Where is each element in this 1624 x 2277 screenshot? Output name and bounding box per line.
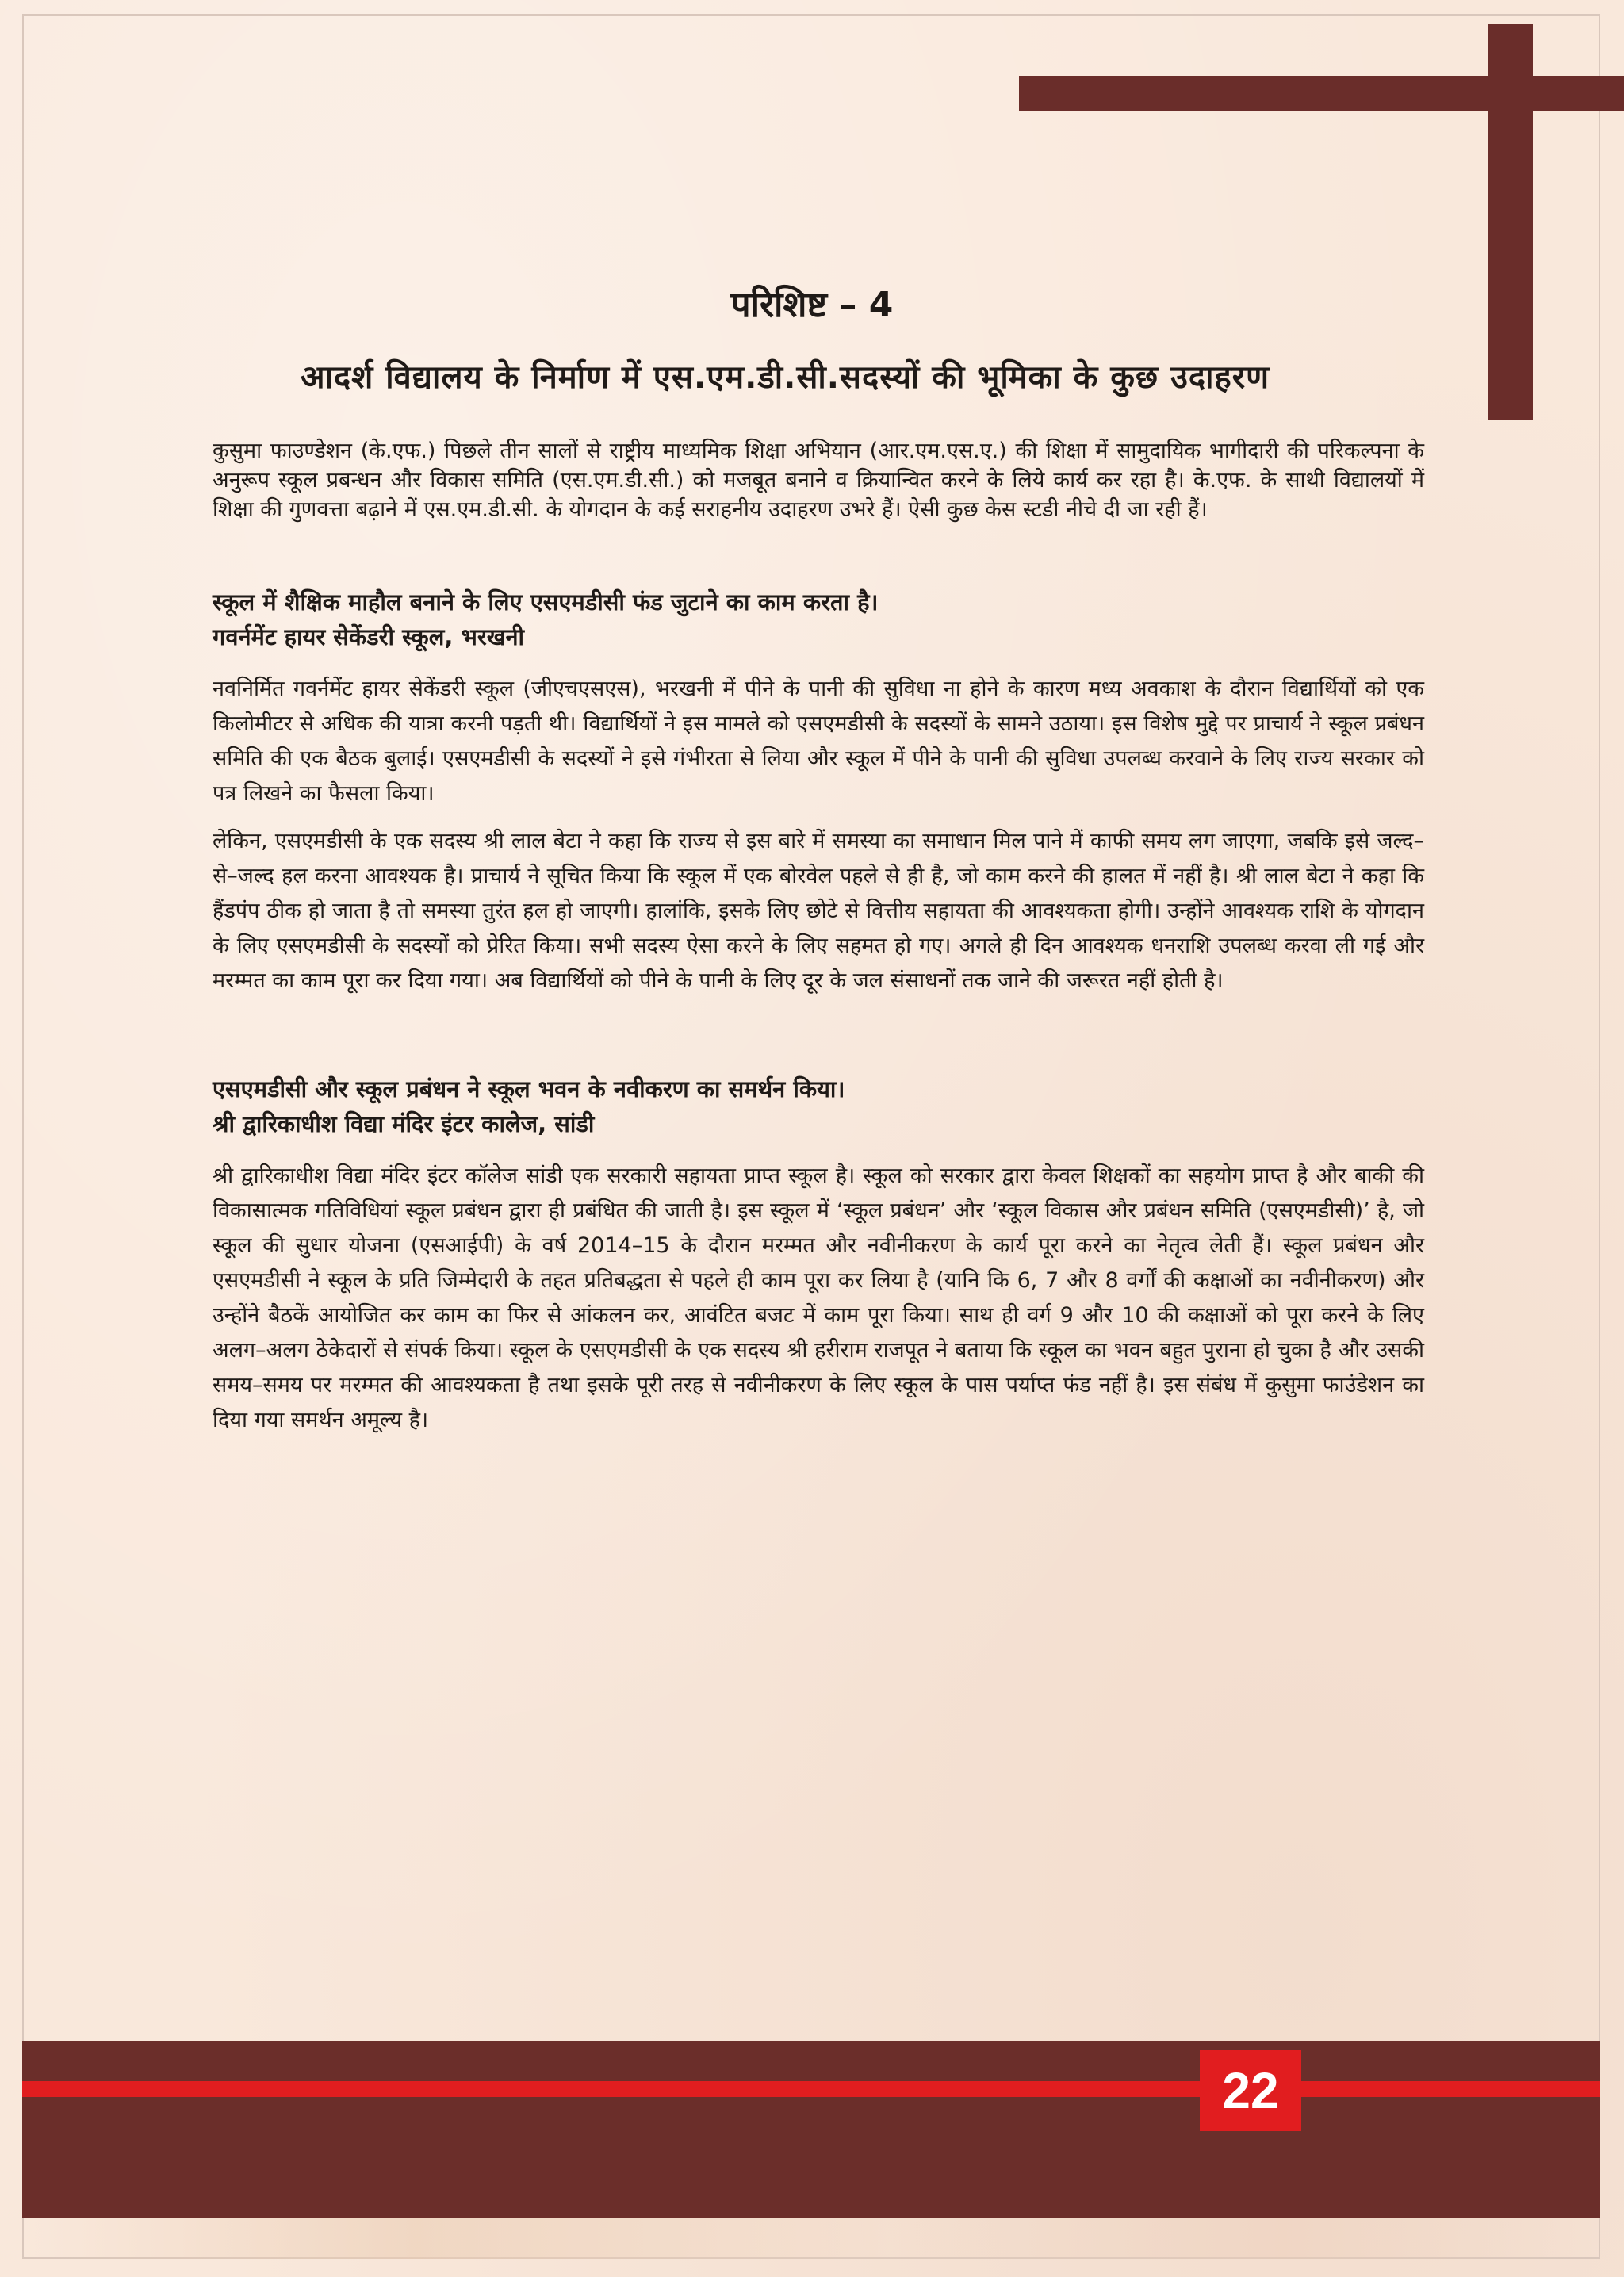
case-2-title: एसएमडीसी और स्कूल प्रबंधन ने स्कूल भवन के नवीकरण का समर्थन किया।	[213, 1075, 845, 1102]
footer-decoration	[22, 2218, 1600, 2259]
page-subtitle: आदर्श विद्यालय के निर्माण में एस.एम.डी.सी.सदस्यों की भूमिका के कुछ उदाहरण	[300, 359, 1270, 396]
case-study-1	[213, 585, 1424, 999]
corner-horizontal-bar	[1019, 76, 1624, 111]
footer-red-stripe	[22, 2081, 1600, 2097]
case-1-school: गवर्नमेंट हायर सेकेंडरी स्कूल, भरखनी	[213, 623, 525, 650]
footer-band	[22, 2041, 1600, 2218]
main-content	[213, 436, 1424, 1451]
case-2-heading	[213, 1071, 1424, 1141]
case-1-paragraph-1: नवनिर्मित गवर्नमेंट हायर सेकेंडरी स्कूल (जीएचएसएस), भरखनी में पीने के पानी की सुविधा ना होने के कारण मध्य अवकाश के दौरान विद्यार्थियों को एक किलोमीटर से अधिक की यात्रा करनी पड़ती थी। विद्यार्थियों ने इस मामले को एसएमडीसी के सदस्यों के सामने उठाया। इस विशेष मुद्दे पर प्राचार्य ने स्कूल प्रबंधन समिति की एक बैठक बुलाई। एसएमडीसी के सदस्यों ने इसे गंभीरता से लिया और स्कूल में पीने के पानी की सुविधा उपलब्ध करवाने के लिए राज्य सरकार को पत्र लिखने का फैसला किया।	[213, 677, 1424, 806]
page-title: परिशिष्ट – 4	[730, 285, 894, 325]
case-2-paragraph-1: श्री द्वारिकाधीश विद्या मंदिर इंटर कॉलेज सांडी एक सरकारी सहायता प्राप्त स्कूल है। स्कूल को सरकार द्वारा केवल शिक्षकों का सहयोग प्राप्त है और बाकी की विकासात्मक गतिविधियां स्कूल प्रबंधन द्वारा ही प्रबंधित की जाती है। इस स्कूल में ‘स्कूल प्रबंधन’ और ‘स्कूल विकास और प्रबंधन समिति (एसएमडीसी)’ है, जो स्कूल की सुधार योजना (एसआईपी) के वर्ष 2014–15 के दौरान मरम्मत और नवीनीकरण के कार्य पूरा करने का नेतृत्व लेती हैं। स्कूल प्रबंधन और एसएमडीसी ने स्कूल के प्रति जिम्मेदारी के तहत प्रतिबद्धता से पहले ही काम पूरा कर लिया है (यानि कि 6, 7 और 8 वर्गों की कक्षाओं का नवीनीकरण) और उन्होंने बैठकें आयोजित कर काम का फिर से आंकलन कर, आवंटित बजट में काम पूरा किया। साथ ही वर्ग 9 और 10 की कक्षाओं को पूरा करने के लिए अलग–अलग ठेकेदारों से संपर्क किया। स्कूल के एसएमडीसी के एक सदस्य श्री हरीराम राजपूत ने बताया कि स्कूल का भवन बहुत पुराना हो चुका है और उसकी समय–समय पर मरम्मत की आवश्यकता है तथा इसके पूरी तरह से नवीनीकरण के लिए स्कूल के पास पर्याप्त फंड नहीं है। इस संबंध में कुसुमा फाउंडेशन का दिया गया समर्थन अमूल्य है।	[213, 1163, 1424, 1432]
case-2-school: श्री द्वारिकाधीश विद्या मंदिर इंटर कालेज, सांडी	[213, 1110, 595, 1137]
section-spacer	[213, 1011, 1424, 1071]
case-1-paragraph-2: लेकिन, एसएमडीसी के एक सदस्य श्री लाल बेटा ने कहा कि राज्य से इस बारे में समस्या का समाधान मिल पाने में काफी समय लग जाएगा, जबकि इसे जल्द–से–जल्द हल करना आवश्यक है। प्राचार्य ने सूचित किया कि स्कूल में एक बोरवेल पहले से ही है, जो काम करने की हालत में नहीं है। श्री लाल बेटा ने कहा कि हैंडपंप ठीक हो जाता है तो समस्या तुरंत हल हो जाएगी। हालांकि, इसके लिए छोटे से वित्तीय सहायता की आवश्यकता होगी। उन्होंने आवश्यक राशि के योगदान के लिए एसएमडीसी के सदस्यों को प्रेरित किया। सभी सदस्य ऐसा करने के लिए सहमत हो गए। अगले ही दिन आवश्यक धनराशि उपलब्ध करवा ली गई और मरम्मत का काम पूरा कर दिया गया। अब विद्यार्थियों को पीने के पानी के लिए दूर के जल संसाधनों तक जाने की जरूरत नहीं होती है।	[213, 829, 1424, 993]
intro-paragraph: कुसुमा फाउण्डेशन (के.एफ.) पिछले तीन सालों से राष्ट्रीय माध्यमिक शिक्षा अभियान (आर.एम.एस.ए.) की शिक्षा में सामुदायिक भागीदारी की परिकल्पना के अनुरूप स्कूल प्रबन्धन और विकास समिति (एस.एम.डी.सी.) को मजबूत बनाने व क्रियान्वित करने के लिये कार्य कर रहा है। के.एफ. के साथी विद्यालयों में शिक्षा की गुणवत्ता बढ़ाने में एस.एम.डी.सी. के योगदान के कई सराहनीय उदाहरण उभरे हैं। ऐसी कुछ केस स्टडी नीचे दी जा रही हैं।	[213, 439, 1424, 522]
case-study-2	[213, 1071, 1424, 1438]
page-number: 22	[1200, 2050, 1301, 2131]
case-1-title: स्कूल में शैक्षिक माहौल बनाने के लिए एसएमडीसी फंड जुटाने का काम करता है।	[213, 588, 879, 615]
case-1-heading	[213, 585, 1424, 654]
